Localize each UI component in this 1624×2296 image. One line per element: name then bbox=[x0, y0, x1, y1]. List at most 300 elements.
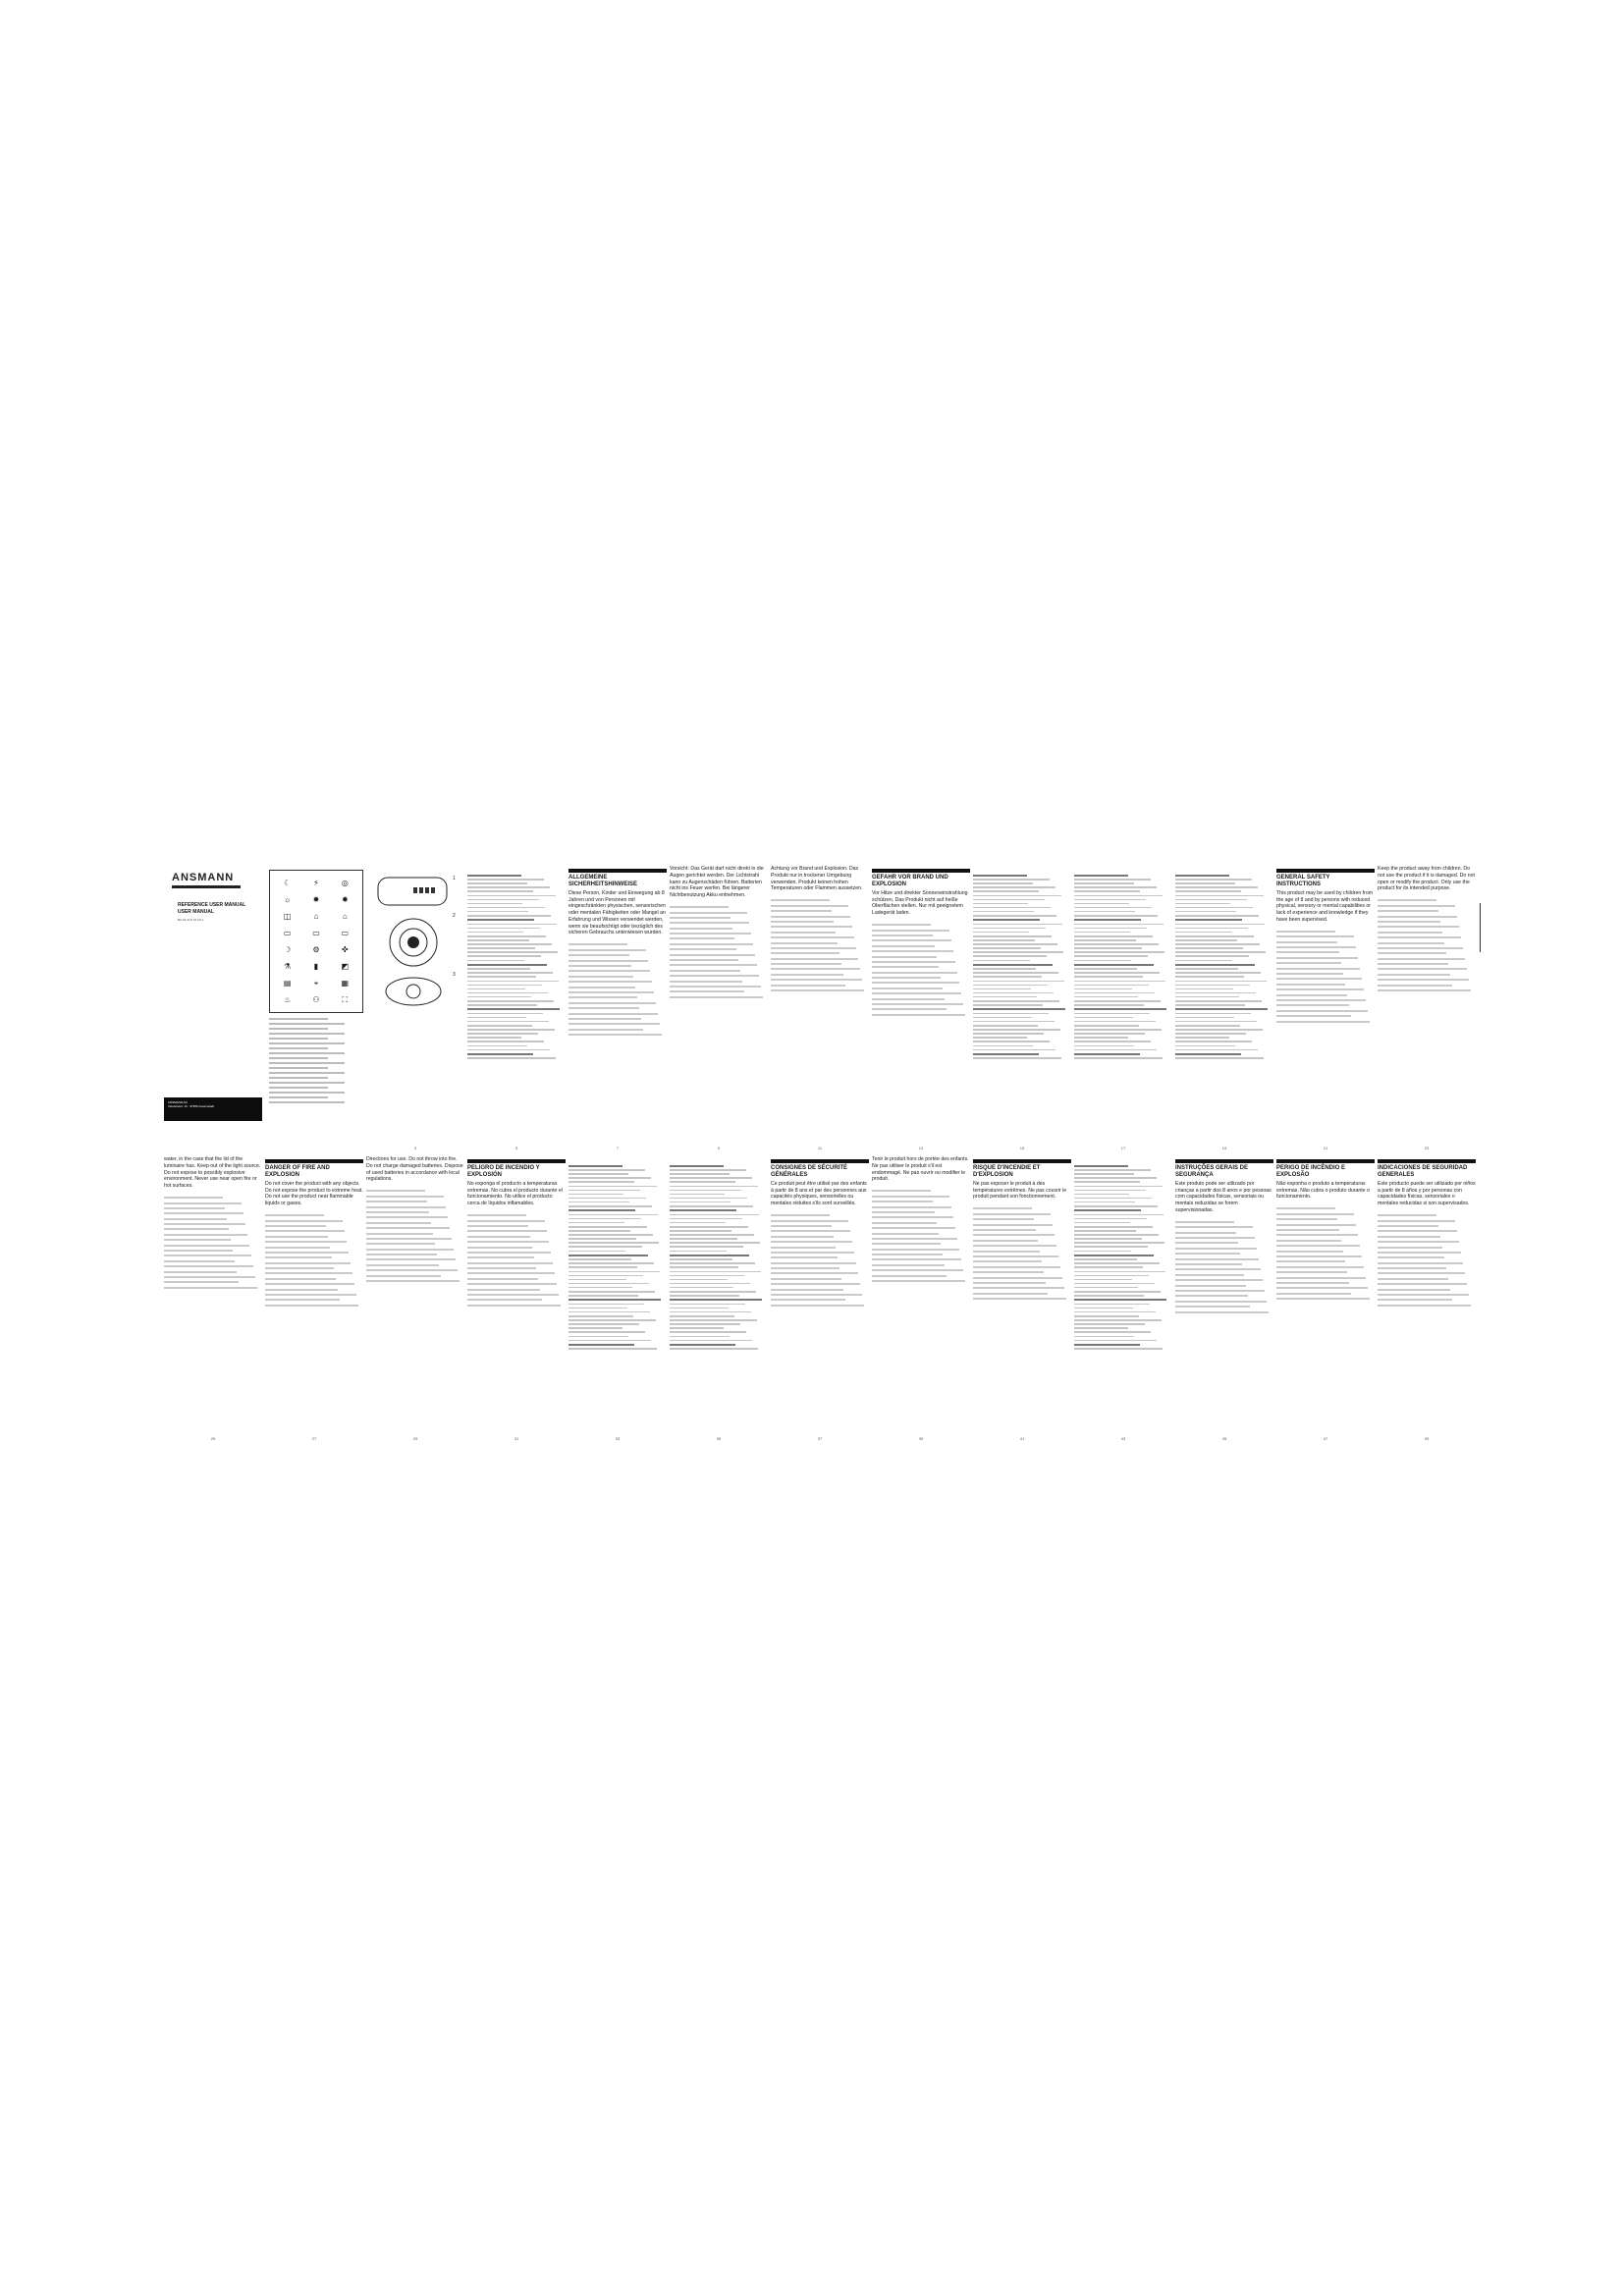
text-line-placeholder bbox=[1378, 1289, 1450, 1291]
fine-print-line bbox=[467, 951, 558, 953]
fine-print-line bbox=[568, 1242, 659, 1244]
text-line-placeholder bbox=[1175, 1226, 1253, 1228]
section-heading: RISQUE D'INCENDIE ET D'EXPLOSION bbox=[973, 1165, 1041, 1178]
text-line-placeholder bbox=[269, 1038, 328, 1040]
fine-print-line bbox=[1074, 1209, 1141, 1211]
text-line-placeholder bbox=[1276, 941, 1337, 943]
text-line-placeholder bbox=[771, 1256, 838, 1258]
text-line-placeholder bbox=[467, 1214, 526, 1216]
fine-print-line bbox=[568, 1315, 633, 1317]
fine-print-line bbox=[1074, 996, 1138, 998]
text-line-placeholder bbox=[265, 1247, 330, 1249]
fine-print-line bbox=[467, 981, 559, 983]
text-line-placeholder bbox=[1276, 984, 1345, 986]
fine-print-line bbox=[973, 935, 1052, 937]
fine-print-line bbox=[568, 1205, 652, 1207]
text-line-placeholder bbox=[265, 1272, 352, 1274]
fine-print-line bbox=[467, 903, 522, 905]
fine-print-line bbox=[1074, 935, 1153, 937]
fine-print-line bbox=[1074, 1348, 1163, 1350]
fine-print-line bbox=[568, 1323, 639, 1325]
continuation-text-block bbox=[872, 917, 970, 1016]
text-line-placeholder bbox=[1276, 1207, 1335, 1209]
fine-print-line bbox=[1074, 1049, 1157, 1051]
legend-symbol-icon: ▭ bbox=[283, 928, 292, 937]
text-line-placeholder bbox=[1378, 1267, 1446, 1269]
fine-print-line bbox=[973, 886, 1056, 888]
legend-icon-cell bbox=[333, 926, 357, 940]
fine-print-line bbox=[568, 1319, 656, 1321]
legend-symbol-icon: ▮ bbox=[313, 961, 319, 971]
text-line-placeholder bbox=[366, 1196, 444, 1198]
text-line-placeholder bbox=[1175, 1311, 1269, 1313]
fine-print-line bbox=[1074, 928, 1147, 930]
fine-print-line bbox=[1074, 1262, 1160, 1264]
fine-print-line bbox=[1175, 981, 1267, 983]
fine-print-line bbox=[973, 1033, 1044, 1035]
fine-print-line bbox=[1175, 899, 1247, 901]
fine-print-line bbox=[1175, 988, 1233, 990]
fine-print-line bbox=[973, 1049, 1056, 1051]
legend-icon-cell bbox=[333, 909, 357, 924]
text-line-placeholder bbox=[872, 1216, 953, 1218]
fine-print-line bbox=[670, 1291, 756, 1293]
legend-symbol-icon: ☼ bbox=[283, 894, 292, 904]
fine-print-line bbox=[670, 1194, 725, 1196]
fine-print-line bbox=[467, 1037, 521, 1039]
text-line-placeholder bbox=[1175, 1221, 1234, 1223]
manual-panel bbox=[568, 1156, 667, 1441]
text-line-placeholder bbox=[1276, 1010, 1368, 1012]
page-number: 37 bbox=[817, 1436, 823, 1441]
section-heading: DANGER OF FIRE AND EXPLOSION bbox=[265, 1165, 330, 1178]
text-line-placeholder bbox=[771, 958, 858, 960]
fine-print-line bbox=[1175, 924, 1265, 926]
text-line-placeholder bbox=[771, 1299, 845, 1301]
text-line-placeholder bbox=[164, 1287, 257, 1289]
fine-print-line bbox=[973, 976, 1042, 978]
page-number: 3 bbox=[413, 1146, 417, 1150]
legend-icon-cell bbox=[303, 992, 328, 1007]
fine-print-line bbox=[670, 1230, 731, 1232]
body-text: This product may be used by children from the age of 8 and by persons with reduced physical, sensory or mental capabilities or lack of experience and knowledge if they have been supervised. bbox=[1276, 889, 1374, 923]
continuation-text-block bbox=[771, 1207, 869, 1307]
fine-print-line bbox=[568, 1279, 626, 1281]
fine-print-line bbox=[670, 1181, 735, 1183]
fine-print-line bbox=[568, 1165, 623, 1167]
fine-print-line bbox=[670, 1246, 743, 1248]
fine-print-line bbox=[670, 1311, 751, 1313]
fine-print-line bbox=[467, 932, 523, 934]
text-line-placeholder bbox=[872, 1196, 949, 1198]
fine-print-line bbox=[568, 1255, 648, 1256]
text-line-placeholder bbox=[568, 1023, 660, 1025]
continuation-text-block bbox=[1378, 1207, 1476, 1307]
fine-print-line bbox=[467, 1045, 527, 1047]
fine-print-line bbox=[568, 1299, 661, 1301]
fine-print-line bbox=[1074, 1226, 1153, 1228]
body-text: Diese Person, Kinder und Einwegung ab 8 Jahren und von Personen mit eingeschränkten physischen, sensorischen oder mentalen Fähigkeiten oder Mangel an Erfahrung und Wissen verwendet werden, wenn sie beaufsichtigt oder bezüglich des sicheren Gebrauchs unterwiesen wurden. bbox=[568, 889, 666, 936]
legend-icon-cell bbox=[275, 926, 299, 940]
text-line-placeholder bbox=[872, 950, 953, 952]
legend-icon-cell bbox=[333, 876, 357, 890]
manual-panel bbox=[670, 1156, 768, 1441]
fine-print-line bbox=[1074, 932, 1130, 934]
body-text: Directions for use. Do not throw into fire. Do not charge damaged batteries. Dispose of used batteries in accordance with local regulations. bbox=[366, 1156, 463, 1183]
text-line-placeholder bbox=[973, 1277, 1062, 1279]
legend-icon-cell bbox=[303, 926, 328, 940]
page-number: 39 bbox=[918, 1436, 924, 1441]
fine-print-line bbox=[670, 1201, 731, 1203]
text-line-placeholder bbox=[366, 1243, 435, 1245]
fine-print-line bbox=[1074, 1255, 1154, 1256]
text-line-placeholder bbox=[1378, 1299, 1452, 1301]
fine-print-block bbox=[1175, 866, 1273, 1059]
text-line-placeholder bbox=[269, 1092, 345, 1094]
text-line-placeholder bbox=[872, 1264, 945, 1266]
text-line-placeholder bbox=[568, 949, 646, 951]
fine-print-line bbox=[1074, 985, 1149, 987]
fine-print-line bbox=[1074, 1283, 1155, 1285]
fine-print-line bbox=[1074, 911, 1135, 913]
fine-print-line bbox=[1175, 935, 1254, 937]
fine-print-line bbox=[1175, 911, 1236, 913]
cover-footer bbox=[164, 1097, 262, 1121]
legend-icon-cell bbox=[333, 892, 357, 907]
fine-print-line bbox=[1074, 1029, 1162, 1031]
text-line-placeholder bbox=[872, 992, 961, 994]
fine-print-line bbox=[568, 1275, 643, 1277]
fine-print-line bbox=[1074, 1279, 1132, 1281]
fine-print-line bbox=[670, 1165, 724, 1167]
page-number: 25 bbox=[210, 1436, 216, 1441]
text-line-placeholder bbox=[872, 945, 935, 947]
fine-print-line bbox=[1175, 1033, 1246, 1035]
text-line-placeholder bbox=[771, 952, 839, 954]
manual-panel bbox=[568, 866, 667, 1150]
document-subtitle: USER MANUAL bbox=[178, 909, 214, 915]
fine-print-line bbox=[1074, 1238, 1142, 1240]
text-line-placeholder bbox=[973, 1255, 1058, 1257]
fine-print-line bbox=[1175, 1049, 1258, 1051]
fine-print-line bbox=[1074, 988, 1132, 990]
text-line-placeholder bbox=[1378, 1256, 1444, 1258]
fine-print-line bbox=[973, 915, 1056, 917]
fine-print-line bbox=[568, 1340, 651, 1342]
text-line-placeholder bbox=[670, 981, 742, 983]
fine-print-line bbox=[568, 1246, 642, 1248]
fine-print-line bbox=[1175, 939, 1237, 941]
manual-panel bbox=[164, 1156, 262, 1441]
fine-print-line bbox=[973, 943, 1057, 945]
fine-print-line bbox=[1074, 899, 1146, 901]
text-line-placeholder bbox=[366, 1254, 437, 1255]
text-line-placeholder bbox=[670, 990, 744, 992]
text-line-placeholder bbox=[467, 1241, 549, 1243]
legend-icon-cell bbox=[275, 909, 299, 924]
manual-panel bbox=[771, 1156, 869, 1441]
manual-panel bbox=[872, 866, 970, 1150]
text-line-placeholder bbox=[265, 1214, 324, 1216]
fine-print-line bbox=[1074, 1201, 1135, 1203]
legend-icon-cell bbox=[303, 909, 328, 924]
text-line-placeholder bbox=[1378, 921, 1440, 923]
fine-print-line bbox=[467, 1029, 555, 1031]
text-line-placeholder bbox=[1276, 1224, 1356, 1226]
fine-print-line bbox=[467, 1041, 544, 1042]
text-line-placeholder bbox=[670, 959, 738, 961]
body-text: No exponga el producto a temperaturas extremas. No cubra el producto durante el funcionamiento. No utilice el producto cerca de líquidos inflamables. bbox=[467, 1180, 563, 1207]
text-line-placeholder bbox=[670, 986, 761, 988]
fine-print-line bbox=[1175, 886, 1258, 888]
fine-print-line bbox=[467, 1017, 526, 1019]
legend-symbol-icon: ▭ bbox=[312, 928, 320, 937]
fine-print-block bbox=[670, 1156, 768, 1350]
fine-print-line bbox=[568, 1169, 645, 1171]
text-line-placeholder bbox=[670, 906, 729, 908]
text-line-placeholder bbox=[467, 1299, 542, 1301]
fine-print-line bbox=[467, 899, 539, 901]
fine-print-line bbox=[568, 1271, 660, 1273]
trim-mark bbox=[1480, 903, 1481, 952]
fine-print-line bbox=[467, 947, 535, 949]
fine-print-line bbox=[568, 1308, 627, 1309]
fine-print-line bbox=[973, 919, 1040, 921]
text-line-placeholder bbox=[366, 1233, 433, 1235]
text-line-placeholder bbox=[164, 1234, 247, 1236]
fine-print-line bbox=[670, 1169, 746, 1171]
text-line-placeholder bbox=[265, 1283, 354, 1285]
legend-icon-cell bbox=[303, 876, 328, 890]
text-line-placeholder bbox=[1276, 994, 1347, 996]
fine-print-line bbox=[670, 1190, 741, 1192]
text-line-placeholder bbox=[973, 1271, 1044, 1273]
manual-sheet bbox=[164, 866, 1480, 1441]
fine-print-line bbox=[1175, 1004, 1245, 1006]
text-line-placeholder bbox=[670, 917, 731, 919]
fine-print-line bbox=[467, 1025, 532, 1027]
text-line-placeholder bbox=[872, 1269, 963, 1271]
text-line-placeholder bbox=[1378, 1272, 1465, 1274]
body-text: Vorsicht: Das Gerät darf nicht direkt in die Augen gerichtet werden. Der Lichtstrahl kann zu Augenschäden führen. Batterien nicht ins Feuer werfen. Bei längerer Nichtbenutzung Akku entnehmen. bbox=[670, 866, 764, 898]
manual-panel bbox=[1378, 1156, 1476, 1441]
text-line-placeholder bbox=[265, 1241, 347, 1243]
text-line-placeholder bbox=[1378, 916, 1457, 918]
fine-print-line bbox=[467, 1013, 543, 1015]
text-line-placeholder bbox=[771, 942, 838, 944]
legend-icon-cell bbox=[303, 942, 328, 957]
text-line-placeholder bbox=[771, 926, 852, 928]
text-line-placeholder bbox=[265, 1278, 336, 1280]
text-line-placeholder bbox=[771, 910, 832, 912]
fine-print-line bbox=[670, 1255, 749, 1256]
text-line-placeholder bbox=[269, 1052, 345, 1054]
fine-print-line bbox=[973, 899, 1045, 901]
fine-print-line bbox=[1074, 1181, 1140, 1183]
text-line-placeholder bbox=[1276, 968, 1360, 970]
text-line-placeholder bbox=[568, 1007, 639, 1009]
legend-symbol-icon: ✹ bbox=[341, 894, 349, 904]
fine-print-line bbox=[1074, 1173, 1134, 1175]
text-line-placeholder bbox=[164, 1271, 237, 1273]
text-line-placeholder bbox=[568, 954, 629, 956]
page-number: 45 bbox=[1221, 1436, 1227, 1441]
fine-print-line bbox=[1074, 1041, 1151, 1042]
text-line-placeholder bbox=[467, 1262, 553, 1264]
text-line-placeholder bbox=[771, 905, 848, 907]
legend-icon-cell bbox=[275, 959, 299, 974]
continuation-text-block bbox=[265, 1207, 363, 1307]
fine-print-line bbox=[1074, 1246, 1148, 1248]
text-line-placeholder bbox=[1378, 936, 1461, 938]
fine-print-line bbox=[1175, 985, 1250, 987]
text-line-placeholder bbox=[1276, 1021, 1370, 1023]
fine-print-line bbox=[1175, 972, 1261, 974]
manual-panel bbox=[872, 1156, 970, 1441]
product-diagram bbox=[366, 866, 464, 1013]
text-line-placeholder bbox=[771, 1289, 843, 1291]
text-line-placeholder bbox=[1276, 1229, 1339, 1231]
text-line-placeholder bbox=[872, 982, 959, 984]
fine-print-line bbox=[973, 1021, 1055, 1023]
fine-print-line bbox=[568, 1283, 649, 1285]
text-line-placeholder bbox=[568, 943, 627, 945]
fine-print-line bbox=[670, 1344, 735, 1346]
text-line-placeholder bbox=[269, 1096, 328, 1098]
fine-print-line bbox=[568, 1198, 646, 1200]
text-line-placeholder bbox=[1276, 1004, 1349, 1006]
fine-print-line bbox=[1074, 1045, 1134, 1047]
fine-print-line bbox=[1074, 879, 1151, 881]
fine-print-line bbox=[1074, 976, 1143, 978]
text-line-placeholder bbox=[1276, 1260, 1345, 1262]
body-text: Tenir le produit hors de portée des enfants. Ne pas utiliser le produit s'il est endommagé. Ne pas ouvrir ou modifier le produit. bbox=[872, 1156, 969, 1183]
continuation-text-block bbox=[1276, 1201, 1375, 1300]
fine-print-line bbox=[1074, 1271, 1165, 1273]
fine-print-line bbox=[670, 1198, 747, 1200]
manual-panel bbox=[467, 1156, 566, 1441]
fine-print-line bbox=[1074, 1186, 1163, 1188]
page-number: 19 bbox=[1221, 1146, 1227, 1150]
text-line-placeholder bbox=[771, 1214, 830, 1216]
fine-print-line bbox=[670, 1327, 724, 1329]
text-line-placeholder bbox=[467, 1289, 540, 1291]
fine-print-line bbox=[973, 911, 1034, 913]
text-line-placeholder bbox=[670, 912, 747, 914]
fine-print-line bbox=[568, 1287, 632, 1289]
section-heading: ALLGEMEINE SICHERHEITSHINWEISE bbox=[568, 875, 638, 887]
text-line-placeholder bbox=[872, 924, 931, 926]
text-line-placeholder bbox=[265, 1299, 340, 1301]
fine-print-line bbox=[1175, 996, 1239, 998]
fine-print-line bbox=[973, 968, 1036, 970]
fine-print-line bbox=[467, 988, 525, 990]
fine-print-line bbox=[973, 955, 1047, 957]
fine-print-line bbox=[568, 1295, 638, 1297]
text-line-placeholder bbox=[973, 1207, 1032, 1209]
document-reference: BA-01 CLP 22 LD 1 bbox=[178, 918, 204, 922]
page-number: 47 bbox=[1323, 1436, 1328, 1441]
text-line-placeholder bbox=[872, 1211, 935, 1213]
fine-print-line bbox=[1074, 875, 1128, 877]
text-line-placeholder bbox=[1175, 1232, 1236, 1234]
text-line-placeholder bbox=[164, 1218, 227, 1220]
manual-panel bbox=[973, 866, 1071, 1150]
text-line-placeholder bbox=[872, 930, 949, 932]
fine-print-line bbox=[1175, 1053, 1241, 1055]
text-line-placeholder bbox=[568, 1002, 656, 1004]
fine-print-line bbox=[1074, 1299, 1166, 1301]
text-line-placeholder bbox=[771, 1220, 848, 1222]
text-line-placeholder bbox=[1276, 1271, 1347, 1273]
manual-panel bbox=[670, 866, 768, 1150]
legend-icon-cell bbox=[333, 942, 357, 957]
fine-print-line bbox=[1074, 964, 1154, 966]
fine-print-line bbox=[670, 1275, 744, 1277]
page-number: 9 bbox=[717, 1146, 721, 1150]
text-line-placeholder bbox=[1276, 1251, 1343, 1253]
fine-print-line bbox=[568, 1181, 634, 1183]
text-line-placeholder bbox=[1276, 935, 1354, 937]
text-line-placeholder bbox=[366, 1201, 427, 1202]
continuation-text-block bbox=[1378, 892, 1476, 991]
fine-print-line bbox=[1074, 1234, 1159, 1236]
text-line-placeholder bbox=[872, 972, 957, 974]
fine-print-line bbox=[1074, 1165, 1128, 1167]
section-heading: INSTRUÇÕES GERAIS DE SEGURANÇA bbox=[1175, 1165, 1249, 1178]
continuation-text-block bbox=[366, 1183, 464, 1282]
fine-print-line bbox=[1074, 1287, 1138, 1289]
continuation-text-block bbox=[771, 892, 869, 991]
page-number: 49 bbox=[1424, 1436, 1430, 1441]
brand-logo: ANSMANN bbox=[172, 872, 235, 883]
fine-print-line bbox=[1074, 886, 1157, 888]
text-line-placeholder bbox=[1276, 978, 1362, 980]
text-line-placeholder bbox=[265, 1225, 326, 1227]
lamp-body-outline bbox=[378, 878, 447, 905]
fine-print-block bbox=[568, 1156, 667, 1350]
fine-print-line bbox=[568, 1218, 641, 1220]
text-line-placeholder bbox=[467, 1278, 538, 1280]
text-line-placeholder bbox=[1175, 1285, 1246, 1287]
legend-symbol-icon: ☾ bbox=[284, 878, 292, 887]
fine-print-line bbox=[467, 976, 536, 978]
text-line-placeholder bbox=[771, 947, 856, 949]
fine-print-line bbox=[568, 1230, 630, 1232]
text-line-placeholder bbox=[670, 954, 755, 956]
fine-print-line bbox=[568, 1304, 644, 1306]
text-line-placeholder bbox=[771, 1252, 854, 1254]
text-line-placeholder bbox=[1378, 905, 1455, 907]
document-title: REFERENCE USER MANUAL bbox=[178, 902, 246, 908]
fine-print-line bbox=[973, 1053, 1039, 1055]
fine-print-line bbox=[1074, 968, 1137, 970]
fine-print-line bbox=[1074, 1025, 1139, 1027]
fine-print-line bbox=[1074, 924, 1164, 926]
manual-panel bbox=[1276, 1156, 1375, 1441]
text-line-placeholder bbox=[973, 1240, 1038, 1242]
legend-symbol-icon: ▦ bbox=[341, 978, 350, 988]
body-text: Este produto pode ser utilizado por crianças a partir dos 8 anos e por pessoas com capacidades físicas, sensoriais ou mentais reduzidas se forem supervisionadas. bbox=[1175, 1180, 1272, 1213]
body-text: Ne pas exposer le produit à des températures extrêmes. Ne pas couvrir le produit pendant son fonctionnement. bbox=[973, 1180, 1067, 1201]
fine-print-line bbox=[973, 1037, 1027, 1039]
text-line-placeholder bbox=[670, 933, 751, 934]
fine-print-line bbox=[1074, 1258, 1137, 1260]
text-line-placeholder bbox=[1175, 1306, 1250, 1308]
page-number: 21 bbox=[1323, 1146, 1328, 1150]
text-line-placeholder bbox=[269, 1087, 328, 1089]
text-line-placeholder bbox=[467, 1294, 559, 1296]
